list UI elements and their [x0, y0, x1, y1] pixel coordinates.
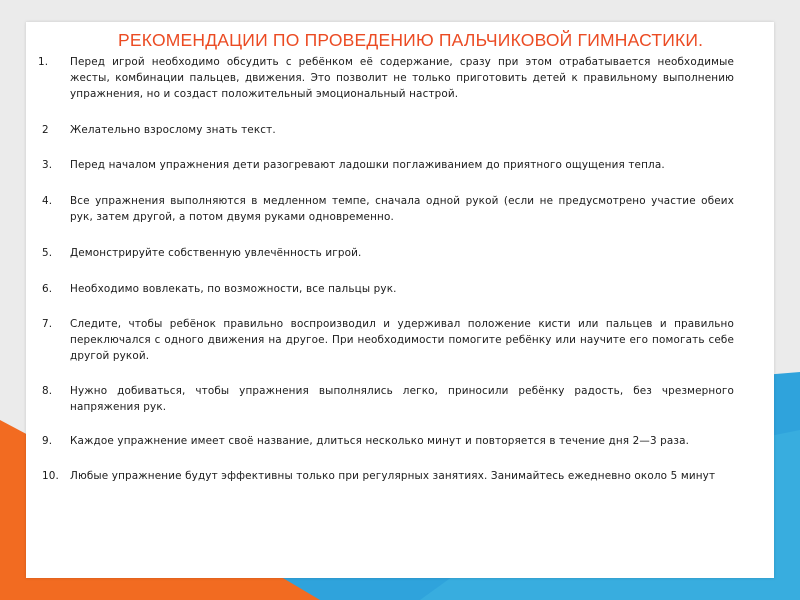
item-text: Любые упражнение будут эффективны только при регулярных занятиях. Занимайтесь ежедневно около 5 минут	[70, 470, 716, 482]
item-text: Необходимо вовлекать, по возможности, все пальцы рук.	[70, 283, 397, 295]
list-item	[36, 383, 734, 415]
item-number: 8.	[42, 385, 53, 397]
item-text: Все упражнения выполняются в медленном темпе, сначала одной рукой (если не предусмотрено участие обеих рук, затем другой, а потом двумя руками одновременно.	[70, 195, 734, 223]
item-text: Следите, чтобы ребёнок правильно воспроизводил и удерживал положение кисти или пальцев и правильно переключался с одного движения на другое. При необходимости помогите ребёнку или научите его помогать себе другой рукой.	[70, 318, 734, 362]
item-text: Перед началом упражнения дети разогревают ладошки поглаживанием до приятного ощущения тепла.	[70, 159, 665, 171]
item-number: 4.	[42, 195, 53, 207]
list-item	[36, 245, 734, 261]
item-text: Каждое упражнение имеет своё название, длиться несколько минут и повторяется в течение дня 2—3 раза.	[70, 435, 690, 447]
list-item	[36, 157, 734, 173]
item-number: 7.	[42, 318, 53, 330]
item-number: 3.	[42, 159, 53, 171]
item-number: 2	[42, 124, 49, 136]
list-item	[36, 281, 734, 297]
recommendations-list	[36, 54, 734, 484]
item-number: 1.	[38, 56, 49, 68]
item-text: Желательно взрослому знать текст.	[70, 124, 276, 136]
item-text: Нужно добиваться, чтобы упражнения выполнялись легко, приносили ребёнку радость, без чрезмерного напряжения рук.	[70, 385, 734, 413]
page-title: РЕКОМЕНДАЦИИ ПО ПРОВЕДЕНИЮ ПАЛЬЧИКОВОЙ ГИМНАСТИКИ.	[118, 30, 704, 50]
item-number: 6.	[42, 283, 53, 295]
item-text: Перед игрой необходимо обсудить с ребёнком её содержание, сразу при этом отрабатывается необходимые жесты, комбинации пальцев, движения. Это позволит не только приготовить детей к правильному выполнению упражнения, но и создаст положительный эмоциональный настрой.	[70, 56, 734, 100]
list-item	[36, 316, 734, 364]
item-text: Демонстрируйте собственную увлечённость игрой.	[70, 247, 362, 259]
item-number: 10.	[42, 470, 59, 482]
list-item	[36, 468, 734, 484]
list-item	[36, 122, 734, 138]
item-number: 5.	[42, 247, 53, 259]
list-item	[36, 433, 734, 449]
list-item	[36, 54, 734, 102]
list-item	[36, 193, 734, 225]
item-number: 9.	[42, 435, 53, 447]
